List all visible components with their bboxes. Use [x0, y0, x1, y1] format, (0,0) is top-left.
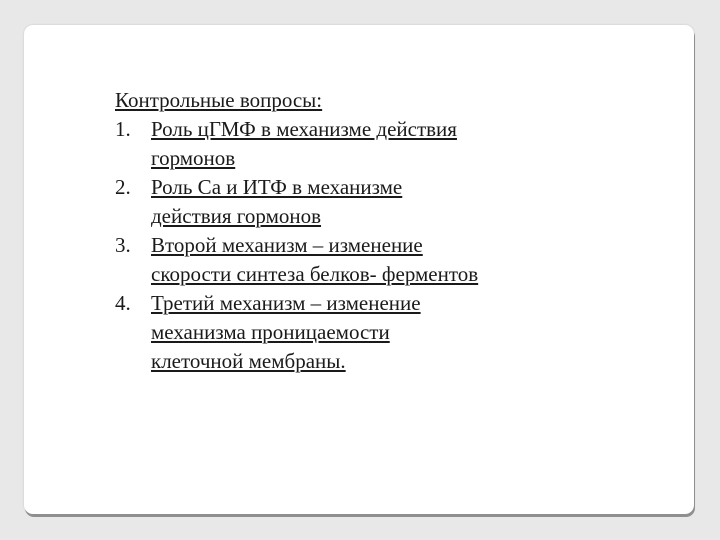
- question-line: действия гормонов: [151, 204, 322, 228]
- question-number: 2.: [115, 175, 131, 199]
- question-line: Роль Са и ИТФ в механизме: [151, 175, 403, 199]
- question-line: механизма проницаемости: [151, 320, 390, 344]
- question-line: клеточной мембраны.: [151, 349, 346, 373]
- question-number: 4.: [115, 291, 131, 315]
- slide-content: [115, 86, 585, 376]
- question-line: скорости синтеза белков- ферментов: [151, 262, 479, 286]
- question-text: [151, 289, 421, 376]
- questions-list: [115, 115, 585, 376]
- question-item-1: [115, 115, 585, 173]
- question-number: 3.: [115, 233, 131, 257]
- question-item-3: [115, 231, 585, 289]
- question-item-2: [115, 173, 585, 231]
- question-line: Третий механизм – изменение: [151, 291, 421, 315]
- question-line: Роль цГМФ в механизме действия: [151, 117, 457, 141]
- question-line: гормонов: [151, 146, 236, 170]
- question-number: 1.: [115, 117, 131, 141]
- question-text: [151, 231, 478, 289]
- question-text: [151, 173, 402, 231]
- question-text: [151, 115, 457, 173]
- question-line: Второй механизм – изменение: [151, 233, 423, 257]
- question-item-4: [115, 289, 585, 376]
- slide-heading: Контрольные вопросы:: [115, 88, 323, 112]
